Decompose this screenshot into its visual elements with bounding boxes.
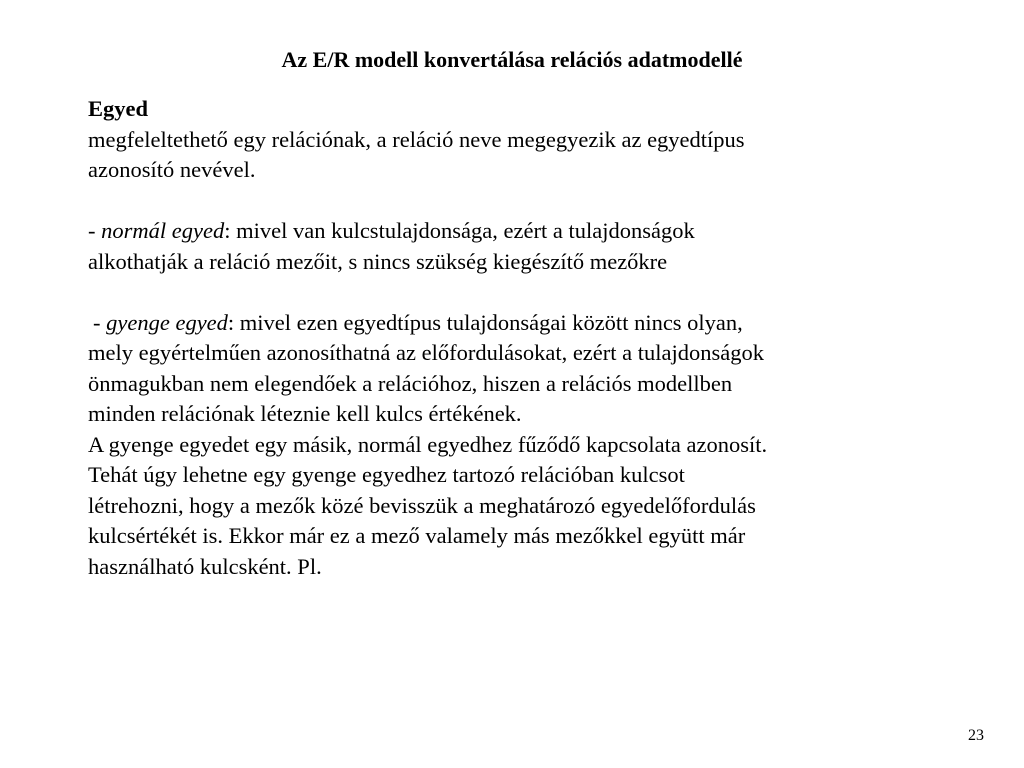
- intro-line-2: azonosító nevével.: [88, 157, 256, 182]
- section-heading: Egyed: [88, 96, 149, 121]
- weak-entity-line-1: [88, 308, 968, 339]
- intro-line-1: megfeleltethető egy relációnak, a reláció neve megegyezik az egyedtípus: [88, 126, 745, 152]
- weak-entity-term: gyenge egyed: [106, 309, 228, 335]
- spacer: [88, 186, 968, 217]
- normal-entity-dash: -: [88, 218, 102, 243]
- closing-line-3: létrehozni, hogy a mezők közé bevisszük a meghatározó egyedelőfordulás: [88, 492, 756, 518]
- weak-entity-line-4: minden relációnak léteznie kell kulcs értékének.: [88, 401, 522, 426]
- closing-line-1: A gyenge egyedet egy másik, normál egyedhez fűződő kapcsolata azonosít.: [88, 431, 768, 457]
- normal-entity-line-2: alkothatják a reláció mezőit, s nincs szükség kiegészítő mezőkre: [88, 248, 668, 274]
- slide-title: Az E/R modell konvertálása relációs adatmodellé: [281, 47, 743, 72]
- weak-entity-line-2: mely egyértelműen azonosíthatná az előfordulásokat, ezért a tulajdonságok: [88, 340, 764, 365]
- spacer: [88, 277, 968, 308]
- weak-entity-definition: : mivel ezen egyedtípus tulajdonságai között nincs olyan,: [227, 309, 743, 335]
- weak-entity-line-3: önmagukban nem elegendőek a relációhoz, hiszen a relációs modellben: [88, 370, 733, 396]
- weak-entity-dash: -: [93, 309, 107, 335]
- closing-line-5: használható kulcsként. Pl.: [88, 553, 322, 579]
- closing-line-2: Tehát úgy lehetne egy gyenge egyedhez tartozó relációban kulcsot: [88, 462, 685, 487]
- slide-body: [88, 94, 968, 582]
- closing-line-4: kulcsértékét is. Ekkor már ez a mező valamely más mezőkkel együtt már: [88, 523, 746, 548]
- normal-entity-line-1: [88, 216, 968, 247]
- normal-entity-definition: : mivel van kulcstulajdonsága, ezért a tulajdonságok: [224, 218, 695, 243]
- page-number: 23: [968, 727, 984, 744]
- normal-entity-term: normál egyed: [101, 218, 225, 243]
